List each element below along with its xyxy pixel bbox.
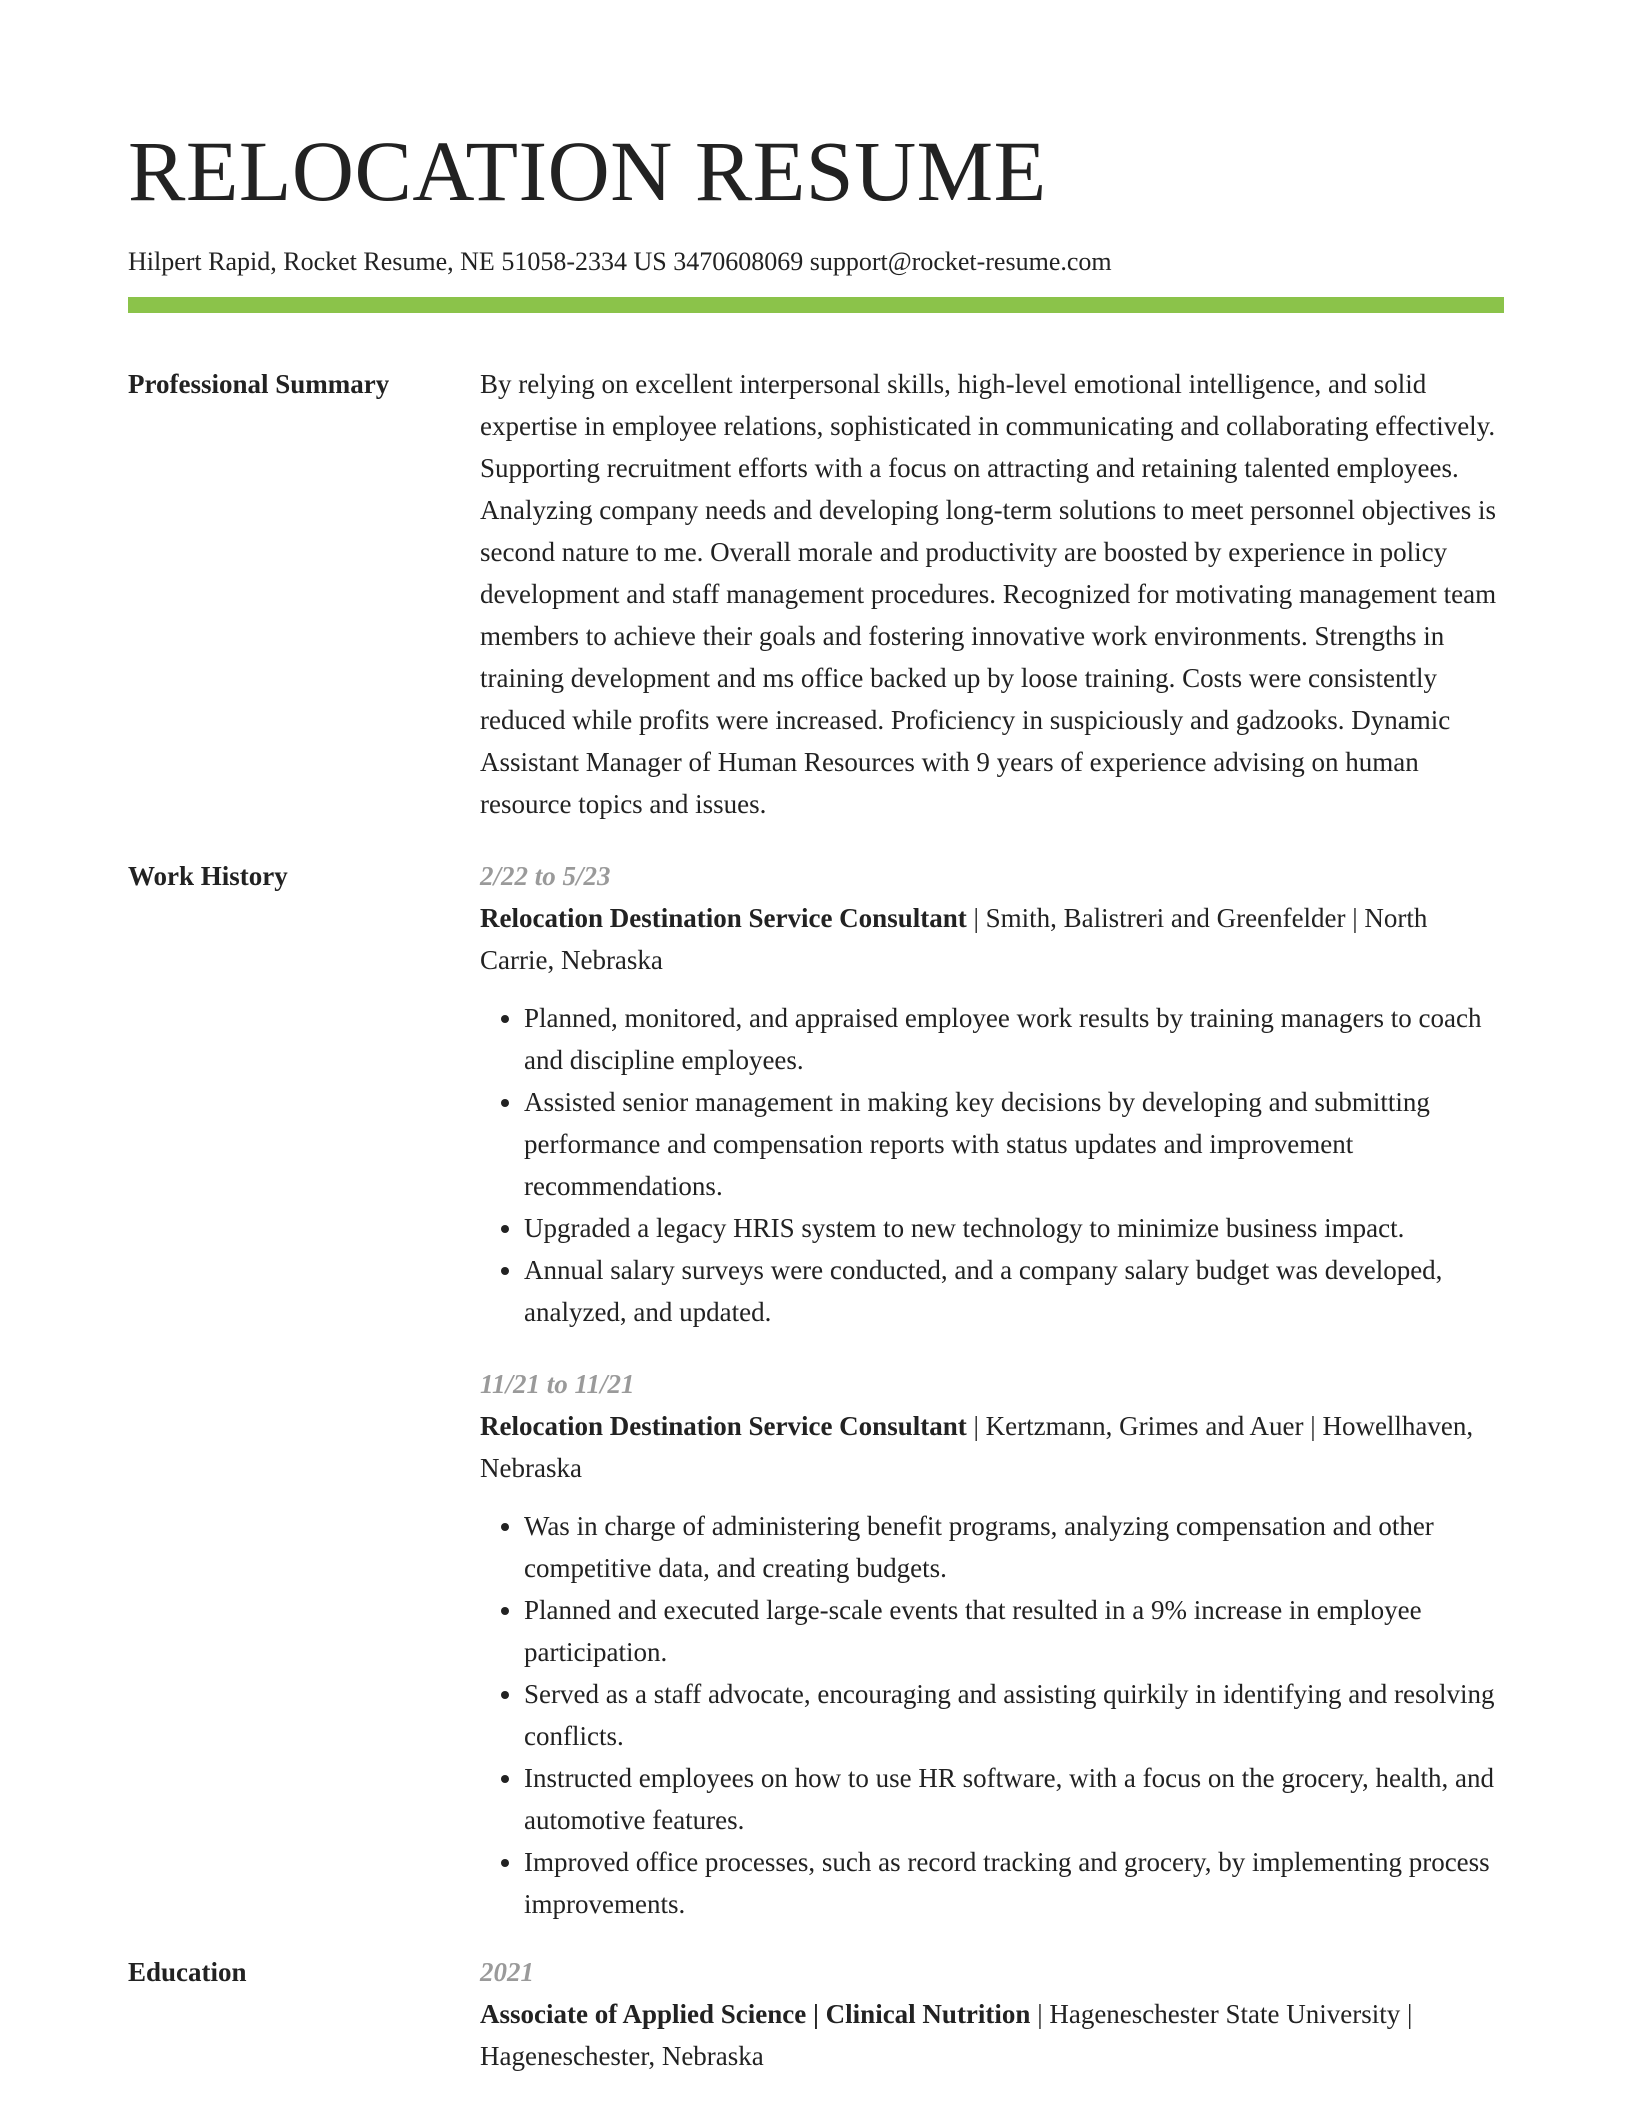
accent-divider <box>128 297 1504 313</box>
job-bullet-list <box>480 997 1504 1333</box>
contact-line: Hilpert Rapid, Rocket Resume, NE 51058-2334 US 3470608069 support@rocket-resume.com <box>128 247 1112 276</box>
job-bullet: • Assisted senior management in making key decisions by developing and submitting performance and compensation reports with status updates and improvement recommendations. <box>524 1081 1504 1207</box>
summary-section <box>128 363 1504 825</box>
work-history-body <box>480 855 1504 1925</box>
job-heading <box>480 1405 1504 1489</box>
job-bullet: • Served as a staff advocate, encouraging and assisting quirkily in identifying and resolving conflicts. <box>524 1673 1504 1757</box>
job-bullet: • Instructed employees on how to use HR software, with a focus on the grocery, health, and automotive features. <box>524 1757 1504 1841</box>
job-dates: 11/21 to 11/21 <box>480 1369 635 1399</box>
education-degree: Associate of Applied Science | Clinical Nutrition <box>480 1999 1031 2029</box>
resume-title: RELOCATION RESUME <box>128 123 1047 219</box>
job-bullet: • Annual salary surveys were conducted, and a company salary budget was developed, analyzed, and updated. <box>524 1249 1504 1333</box>
section-label-education: Education <box>128 1957 247 1987</box>
section-label-summary: Professional Summary <box>128 369 390 399</box>
job-bullet: • Upgraded a legacy HRIS system to new technology to minimize business impact. <box>524 1207 1504 1249</box>
education-body <box>480 1951 1504 2077</box>
job-bullet-list <box>480 1505 1504 1925</box>
job-employer-location: | Smith, Balistreri and Greenfelder | North Carrie, Nebraska <box>480 903 1428 975</box>
job-dates: 2/22 to 5/23 <box>480 861 611 891</box>
job-heading <box>480 897 1504 981</box>
job-bullet: • Improved office processes, such as record tracking and grocery, by implementing process improvements. <box>524 1841 1504 1925</box>
section-label-work-history: Work History <box>128 861 288 891</box>
job-bullet: • Planned and executed large-scale events that resulted in a 9% increase in employee participation. <box>524 1589 1504 1673</box>
education-section <box>128 1951 1504 2077</box>
job-bullet: • Planned, monitored, and appraised employee work results by training managers to coach and discipline employees. <box>524 997 1504 1081</box>
education-entry <box>480 1951 1504 2077</box>
job-title: Relocation Destination Service Consultant <box>480 1411 967 1441</box>
education-school-location: | Hageneschester State University | Hageneschester, Nebraska <box>480 1999 1413 2071</box>
work-history-section <box>128 855 1504 1925</box>
summary-text: By relying on excellent interpersonal skills, high-level emotional intelligence, and solid expertise in employee relations, sophisticated in communicating and collaborating effectively. Supporting recruitment efforts with a focus on attracting and retaining talented employees. Analyzing company needs and developing long-term solutions to meet personnel objectives is second nature to me. Overall morale and productivity are boosted by experience in policy development and staff management procedures. Recognized for motivating management team members to achieve their goals and fostering innovative work environments. Strengths in training development and ms office backed up by loose training. Costs were consistently reduced while profits were increased. Proficiency in suspiciously and gadzooks. Dynamic Assistant Manager of Human Resources with 9 years of experience advising on human resource topics and issues. <box>480 369 1497 819</box>
job-entry <box>480 1363 1504 1925</box>
education-heading <box>480 1993 1504 2077</box>
job-entry <box>480 855 1504 1333</box>
job-bullet: • Was in charge of administering benefit programs, analyzing compensation and other competitive data, and creating budgets. <box>524 1505 1504 1589</box>
job-title: Relocation Destination Service Consultant <box>480 903 967 933</box>
job-employer-location: | Kertzmann, Grimes and Auer | Howellhaven, Nebraska <box>480 1411 1474 1483</box>
education-year: 2021 <box>480 1957 534 1987</box>
resume-page <box>128 0 1504 2077</box>
